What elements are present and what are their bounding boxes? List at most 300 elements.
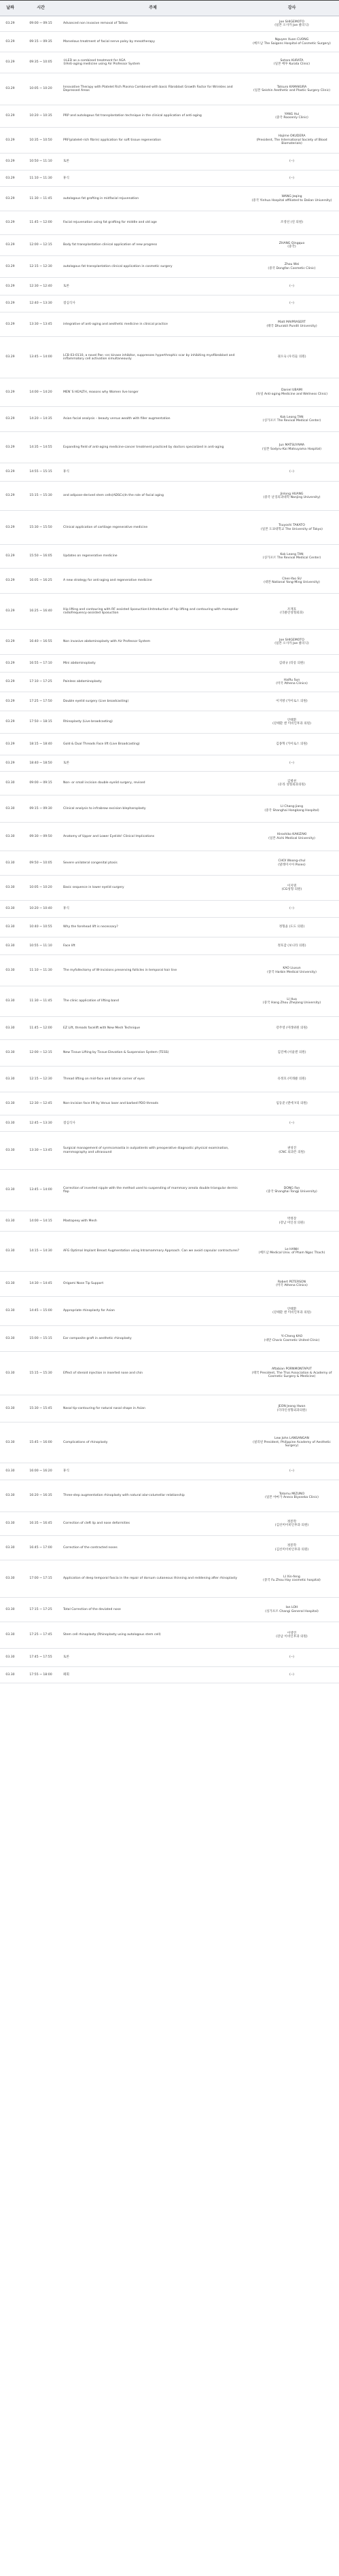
session-date: 03.30 <box>0 1667 20 1683</box>
session-speaker: (--) <box>245 1115 339 1132</box>
session-topic: Rhinoplasty (Live broadcasting) <box>61 711 245 734</box>
session-date: 03.30 <box>0 795 20 823</box>
session-date: 03.30 <box>0 1649 20 1667</box>
session-date: 03.30 <box>0 1132 20 1170</box>
schedule-row <box>0 594 339 630</box>
session-time: 14:15 ~ 14:30 <box>20 1232 61 1272</box>
session-date: 03.30 <box>0 901 20 918</box>
session-time: 17:10 ~ 17:25 <box>20 673 61 692</box>
session-date: 03.30 <box>0 1326 20 1352</box>
schedule-row <box>0 154 339 171</box>
session-topic: Clinical analysis to infrabrow excision blepharoplasty <box>61 795 245 823</box>
session-time: 11:30 ~ 11:45 <box>20 986 61 1017</box>
session-topic: 토론 <box>61 154 245 171</box>
session-time: 12:15 ~ 12:30 <box>20 1067 61 1092</box>
schedule-row <box>0 1667 339 1683</box>
session-date: 03.29 <box>0 630 20 655</box>
session-speaker: Lew John LANSANGAN (필리핀 President, Philippine Academy of Aesthetic Surgery) <box>245 1423 339 1463</box>
session-speaker: Yi-Cheng KAO (대만 Charis Cosmetic United Clinic) <box>245 1326 339 1352</box>
schedule-row <box>0 1560 339 1598</box>
schedule-row <box>0 955 339 986</box>
schedule-row <box>0 235 339 256</box>
session-date: 03.29 <box>0 256 20 278</box>
session-speaker: YANG Hui (중국 Roosenly Clinic) <box>245 105 339 128</box>
schedule-row <box>0 1067 339 1092</box>
session-speaker: CHOI Woong-chul (말레이시아 Pixies) <box>245 851 339 876</box>
schedule-row <box>0 1115 339 1132</box>
session-speaker: 안태환 (강태환 앤 이비인후과 의원) <box>245 711 339 734</box>
schedule-row <box>0 1536 339 1560</box>
session-speaker: 권오숙 (우리들 의원) <box>245 337 339 378</box>
session-speaker: WANG Jeqing (중국 Yinhua Hospital affiliated to Dalian University) <box>245 187 339 211</box>
schedule-row <box>0 337 339 378</box>
session-topic: Three-step augmentation rhinoplasty with natural alar-columellar relationship <box>61 1480 245 1512</box>
session-date: 03.29 <box>0 511 20 545</box>
schedule-row <box>0 1211 339 1232</box>
session-time: 18:15 ~ 18:40 <box>20 734 61 755</box>
session-date: 03.29 <box>0 278 20 296</box>
schedule-row <box>0 16 339 32</box>
session-topic: Hip lifting and contouring with RF assisted liposuction①Introduction of hip lifting and contouring with monopolar radiofrequency-assisted liposuction <box>61 594 245 630</box>
session-date: 03.30 <box>0 876 20 901</box>
session-time: 12:40 ~ 13:30 <box>20 296 61 312</box>
session-speaker: (--) <box>245 296 339 312</box>
session-speaker: (--) <box>245 1463 339 1480</box>
schedule-row <box>0 407 339 432</box>
session-topic: 폐회 <box>61 1667 245 1683</box>
schedule-row <box>0 378 339 407</box>
session-speaker: (--) <box>245 278 339 296</box>
session-speaker: Sotaro KURATA (일본 베루 Kurata Clinic) <box>245 52 339 73</box>
session-date: 03.30 <box>0 1211 20 1232</box>
session-speaker: Zhou Wei (중국 Dongfan Cosmetic Clinic) <box>245 256 339 278</box>
session-topic: 휴식 <box>61 1463 245 1480</box>
session-date: 03.29 <box>0 655 20 673</box>
session-speaker: 강주영 (미레위원 의원) <box>245 1017 339 1040</box>
session-speaker: Joe SHIGEMOTO (일본 오사카 Joe 클리닉) <box>245 16 339 32</box>
session-time: 14:20 ~ 14:35 <box>20 407 61 432</box>
session-date: 03.30 <box>0 1040 20 1067</box>
session-speaker: LI Chang-jiang (중국 Shanghai Hongkang Hospital) <box>245 795 339 823</box>
session-date: 03.30 <box>0 1560 20 1598</box>
session-date: 03.29 <box>0 235 20 256</box>
schedule-row <box>0 1132 339 1170</box>
session-date: 03.30 <box>0 955 20 986</box>
schedule-row <box>0 823 339 851</box>
schedule-row <box>0 1480 339 1512</box>
session-topic: Advanced non invasive removal of Tattoo <box>61 16 245 32</box>
session-date: 03.29 <box>0 711 20 734</box>
session-topic: Basic sequence in lower eyelid surgery <box>61 876 245 901</box>
session-time: 14:45 ~ 15:00 <box>20 1297 61 1326</box>
session-speaker: KAO Liuxun (중국 Harbin Medical University) <box>245 955 339 986</box>
session-time: 17:15 ~ 17:25 <box>20 1598 61 1622</box>
session-speaker: Joe SHIGEMOTO (일본 오사카 Joe 클리닉) <box>245 630 339 655</box>
session-date: 03.29 <box>0 482 20 511</box>
schedule-row <box>0 901 339 918</box>
session-speaker: Totomu MIZUNO (일본 야마가 Aneco Biyoseka Clinic) <box>245 1480 339 1512</box>
session-topic: MEN`S HEALTH, reasons why Women live longer <box>61 378 245 407</box>
session-date: 03.29 <box>0 73 20 105</box>
session-time: 13:30 ~ 13:45 <box>20 1132 61 1170</box>
session-time: 14:30 ~ 14:45 <box>20 1272 61 1297</box>
session-time: 10:35 ~ 10:50 <box>20 128 61 154</box>
session-time: 14:55 ~ 15:15 <box>20 463 61 482</box>
schedule-row <box>0 1040 339 1067</box>
schedule-row <box>0 278 339 296</box>
session-topic: autologous fat transplantation clinical application in cosmetic surgery <box>61 256 245 278</box>
session-date: 03.29 <box>0 673 20 692</box>
session-topic: Thread lifting on mid-face and lateral corner of eyes <box>61 1067 245 1092</box>
schedule-row <box>0 795 339 823</box>
session-speaker: Kok Leong TAN (싱가포르 The Revival Medical Center) <box>245 407 339 432</box>
session-topic: integrative of anti-aging and aesthetic medicine in clinical practice <box>61 312 245 337</box>
session-date: 03.29 <box>0 187 20 211</box>
session-topic: Mastopexy with Mesh <box>61 1211 245 1232</box>
session-date: 03.30 <box>0 1622 20 1649</box>
session-topic: Updates on regenerative medicine <box>61 545 245 569</box>
session-speaker: 김종혁 (카이로스 의원) <box>245 734 339 755</box>
session-date: 03.30 <box>0 1395 20 1423</box>
session-topic: A new strategy for anti-aging and regenerative medicine <box>61 569 245 594</box>
session-time: 10:05 ~ 10:20 <box>20 876 61 901</box>
session-speaker: 김병천 (유라 성형외과의원) <box>245 772 339 795</box>
session-topic: autologous fat grafting in midfacial rejuvenation <box>61 187 245 211</box>
session-speaker: 정형윤 (도도 의원) <box>245 918 339 937</box>
session-topic: 토론 <box>61 278 245 296</box>
session-date: 03.30 <box>0 772 20 795</box>
schedule-row <box>0 1423 339 1463</box>
session-time: 16:40 ~ 16:55 <box>20 630 61 655</box>
header-date: 날짜 <box>0 1 20 16</box>
session-speaker: LI Xin-feng (중국 Fu Zhou Hay cosmetic hospital) <box>245 1560 339 1598</box>
session-date: 03.30 <box>0 937 20 955</box>
session-speaker: 안태환 (강태환 앤 이비인후과 의원) <box>245 1297 339 1326</box>
schedule-row <box>0 1326 339 1352</box>
session-time: 10:55 ~ 11:10 <box>20 937 61 955</box>
session-topic: The myfollectomy of W-incisions preserving follicles in temporal hair line <box>61 955 245 986</box>
session-date: 03.30 <box>0 1067 20 1092</box>
session-topic: New Tissue Lifting by Tissue Elevation & Suspension System (TESS) <box>61 1040 245 1067</box>
session-date: 03.30 <box>0 823 20 851</box>
session-speaker: 조영선 (연 의원) <box>245 211 339 235</box>
session-speaker: HaiRu Sun (미국 Athena Clinics) <box>245 673 339 692</box>
session-date: 03.29 <box>0 432 20 463</box>
schedule-row <box>0 569 339 594</box>
schedule-row <box>0 312 339 337</box>
session-date: 03.29 <box>0 378 20 407</box>
session-speaker: (--) <box>245 463 339 482</box>
schedule-row <box>0 1395 339 1423</box>
schedule-row <box>0 187 339 211</box>
session-date: 03.30 <box>0 1297 20 1326</box>
session-topic: AFG Optimal Implant Breast Augmentation using Intramammary Approach. Can we avoid capsular contractures? <box>61 1232 245 1272</box>
session-date: 03.29 <box>0 569 20 594</box>
header-speaker: 강사 <box>245 1 339 16</box>
session-speaker: Robert PETERSON (미국 Athena Clinics) <box>245 1272 339 1297</box>
schedule-row <box>0 32 339 52</box>
session-speaker: 정봉학 (김선미이비인후과 의원) <box>245 1512 339 1536</box>
session-topic: ①LED as a combined treatment for AGA ②Anti-aging medicine using Air Professor System <box>61 52 245 73</box>
session-time: 15:15 ~ 15:30 <box>20 482 61 511</box>
session-speaker: 조재호 (더클린성형외과) <box>245 594 339 630</box>
session-time: 13:45 ~ 14:00 <box>20 1170 61 1211</box>
session-speaker: Daniel UBAMI (독일 Anti-aging Medicine and Wellness Clinic) <box>245 378 339 407</box>
session-speaker: 정호갑 (보니라 의원) <box>245 937 339 955</box>
schedule-row <box>0 711 339 734</box>
schedule-row <box>0 1272 339 1297</box>
schedule-row <box>0 1352 339 1395</box>
session-time: 17:50 ~ 18:15 <box>20 711 61 734</box>
session-topic: Face lift <box>61 937 245 955</box>
session-topic: Origami Nose Tip Support <box>61 1272 245 1297</box>
schedule-row <box>0 463 339 482</box>
session-time: 16:20 ~ 16:35 <box>20 1480 61 1512</box>
session-topic: PRP and autologous fat transplantation technique in the clinical application of anti-aging <box>61 105 245 128</box>
session-topic: The clinic application of lifting band <box>61 986 245 1017</box>
session-speaker: (--) <box>245 154 339 171</box>
schedule-row <box>0 851 339 876</box>
session-topic: Marvelous treatment of facial nerve palsy by mesotherapy <box>61 32 245 52</box>
session-date: 03.30 <box>0 918 20 937</box>
session-topic: Innovative Therapy with Platelet Rich Plasma Combined with basic Fibroblast Growth Factor for Wrinkles and Depressed Areas <box>61 73 245 105</box>
session-date: 03.30 <box>0 1092 20 1115</box>
header-time: 시간 <box>20 1 61 16</box>
schedule-row <box>0 655 339 673</box>
schedule-row <box>0 1622 339 1649</box>
session-speaker: 유정호 (미래클 의원) <box>245 1067 339 1092</box>
session-date: 03.30 <box>0 1170 20 1211</box>
session-date: 03.30 <box>0 1352 20 1395</box>
schedule-row <box>0 73 339 105</box>
session-topic: Stem cell rhinoplasty (Rhinoplasty using autologous stem cell) <box>61 1622 245 1649</box>
session-speaker: Jinlong HUANG (중국 난징의과대학 Nanjing University) <box>245 482 339 511</box>
session-topic: PRF(platelet-rich fibrin) application for soft tissue regeneration <box>61 128 245 154</box>
schedule-header-row <box>0 1 339 16</box>
schedule-row <box>0 1017 339 1040</box>
session-time: 14:00 ~ 14:15 <box>20 1211 61 1232</box>
session-date: 03.29 <box>0 16 20 32</box>
session-time: 12:30 ~ 12:40 <box>20 278 61 296</box>
session-topic: Correction of cleft lip and nose deformities <box>61 1512 245 1536</box>
session-speaker: LI Hua (중국 Hang Zhou Zhejiang University) <box>245 986 339 1017</box>
session-speaker: Tatsuro KAMAKURA (일본 Seishin Aesthetic and Plastic Surgery Clinic) <box>245 73 339 105</box>
session-time: 17:25 ~ 17:50 <box>20 692 61 711</box>
session-speaker: 정봉학 (김선미이비인후과 의원) <box>245 1536 339 1560</box>
session-time: 15:45 ~ 16:00 <box>20 1423 61 1463</box>
session-topic: 휴식 <box>61 901 245 918</box>
session-speaker: Jun MATSUYAMA (일본 Sodyru-Kai Matsuyama Hospital) <box>245 432 339 463</box>
session-time: 12:00 ~ 12:15 <box>20 1040 61 1067</box>
schedule-row <box>0 482 339 511</box>
session-topic: Non invasive abdominoplasty with Air Professor System <box>61 630 245 655</box>
session-topic: 토론 <box>61 755 245 772</box>
session-topic: 휴식 <box>61 463 245 482</box>
session-speaker: ZHANG Qingquo (중국) <box>245 235 339 256</box>
session-time: 15:30 ~ 15:50 <box>20 511 61 545</box>
session-date: 03.29 <box>0 692 20 711</box>
schedule-row <box>0 1598 339 1622</box>
schedule-row <box>0 1512 339 1536</box>
session-time: 11:10 ~ 11:30 <box>20 171 61 187</box>
schedule-row <box>0 211 339 235</box>
schedule-row <box>0 986 339 1017</box>
session-topic: Appropriate rhinoplasty for Asian <box>61 1297 245 1326</box>
session-time: 09:30 ~ 09:50 <box>20 823 61 851</box>
session-topic: Body fat transplantation clinical application of new progress <box>61 235 245 256</box>
session-date: 03.30 <box>0 986 20 1017</box>
session-speaker: (--) <box>245 1649 339 1667</box>
session-time: 18:40 ~ 18:50 <box>20 755 61 772</box>
session-date: 03.30 <box>0 1272 20 1297</box>
schedule-row <box>0 432 339 463</box>
session-time: 11:45 ~ 12:00 <box>20 1017 61 1040</box>
session-time: 12:15 ~ 12:30 <box>20 256 61 278</box>
session-topic: Gold & Dual Threads Face lift (Live Broadcasting) <box>61 734 245 755</box>
session-date: 03.29 <box>0 734 20 755</box>
schedule-row <box>0 1463 339 1480</box>
session-time: 14:00 ~ 14:20 <box>20 378 61 407</box>
session-speaker: (--) <box>245 171 339 187</box>
session-topic: 점심식사 <box>61 1115 245 1132</box>
session-time: 17:00 ~ 17:15 <box>20 1560 61 1598</box>
session-speaker: Hiroshiko KAKIZAKI (일본 Aichi Medical University) <box>245 823 339 851</box>
session-speaker: 이영민 (강남 이비인후과 의원) <box>245 1622 339 1649</box>
session-topic: Facial rejuvenation using fat grafting for middle and old age <box>61 211 245 235</box>
session-date: 03.30 <box>0 1512 20 1536</box>
session-speaker: Chen-Yao SU (대만 National Yang-Ming University) <box>245 569 339 594</box>
session-date: 03.29 <box>0 296 20 312</box>
session-topic: EZ Lift, threads facelift with New Mesh Technique <box>61 1017 245 1040</box>
session-time: 16:00 ~ 16:20 <box>20 1463 61 1480</box>
session-topic: Complications of rhinoplasty <box>61 1423 245 1463</box>
schedule-row <box>0 1297 339 1326</box>
session-topic: Effect of steroid injection in inserted nose and chin <box>61 1352 245 1395</box>
session-time: 14:35 ~ 14:55 <box>20 432 61 463</box>
schedule-row <box>0 1170 339 1211</box>
header-topic: 주제 <box>61 1 245 16</box>
schedule-row <box>0 734 339 755</box>
session-time: 09:00 ~ 09:15 <box>20 16 61 32</box>
session-date: 03.29 <box>0 545 20 569</box>
session-time: 09:15 ~ 09:30 <box>20 795 61 823</box>
session-time: 13:45 ~ 14:00 <box>20 337 61 378</box>
session-date: 03.29 <box>0 52 20 73</box>
session-time: 09:00 ~ 09:15 <box>20 772 61 795</box>
session-time: 15:30 ~ 15:45 <box>20 1395 61 1423</box>
schedule-row <box>0 937 339 955</box>
session-time: 17:55 ~ 18:00 <box>20 1667 61 1683</box>
session-speaker: Nguyen Xuan CUONG (베트남 The Saigons Hospital of Cosmetic Surgery) <box>245 32 339 52</box>
session-date: 03.29 <box>0 594 20 630</box>
schedule-row <box>0 105 339 128</box>
schedule-row <box>0 692 339 711</box>
session-speaker: 박정장 (강남 미인성 의원) <box>245 1211 339 1232</box>
session-speaker: 김진배 (서울앤 의원) <box>245 1040 339 1067</box>
session-time: 15:00 ~ 15:15 <box>20 1326 61 1352</box>
session-time: 17:45 ~ 17:55 <box>20 1649 61 1667</box>
session-date: 03.30 <box>0 851 20 876</box>
session-date: 03.29 <box>0 463 20 482</box>
session-topic: 휴식 <box>61 171 245 187</box>
session-time: 12:00 ~ 12:15 <box>20 235 61 256</box>
session-topic: Asian facial analysis – beauty versus wealth with filler augmentation <box>61 407 245 432</box>
session-time: 15:15 ~ 15:30 <box>20 1352 61 1395</box>
schedule-row <box>0 1649 339 1667</box>
session-time: 16:05 ~ 16:25 <box>20 569 61 594</box>
session-date: 03.29 <box>0 407 20 432</box>
session-time: 09:15 ~ 09:35 <box>20 32 61 52</box>
session-date: 03.29 <box>0 154 20 171</box>
schedule-row <box>0 918 339 937</box>
session-date: 03.30 <box>0 1463 20 1480</box>
schedule-row <box>0 1232 339 1272</box>
session-date: 03.30 <box>0 1598 20 1622</box>
session-topic: Clinical application of cartilage regenerative medicine <box>61 511 245 545</box>
schedule-row <box>0 545 339 569</box>
session-time: 11:10 ~ 11:30 <box>20 955 61 986</box>
schedule-row <box>0 673 339 692</box>
session-topic: Expanding field of anti-aging medicine-cancer treatment practiced by doctors specialized in anti-aging <box>61 432 245 463</box>
schedule-body <box>0 16 339 1683</box>
session-time: 16:55 ~ 17:10 <box>20 655 61 673</box>
session-date: 03.29 <box>0 755 20 772</box>
session-time: 12:45 ~ 13:30 <box>20 1115 61 1132</box>
session-topic: 토론 <box>61 1649 245 1667</box>
session-topic: 점심식사 <box>61 296 245 312</box>
session-date: 03.29 <box>0 105 20 128</box>
session-speaker: Le HANH (베트남 Medical Univ. of Pham Ngoc Thach) <box>245 1232 339 1272</box>
session-speaker: Ian LOH (싱가포르 Changi General Hospital) <box>245 1598 339 1622</box>
session-time: 16:35 ~ 16:45 <box>20 1512 61 1536</box>
session-speaker: (--) <box>245 901 339 918</box>
session-time: 10:20 ~ 10:40 <box>20 901 61 918</box>
session-topic: Surgical management of synmcomastia in outpatients with preoperative diagnostic physical examination, mammography and ultrasound <box>61 1132 245 1170</box>
session-topic: Ear composite graft in aesthetic rhinoplasty <box>61 1326 245 1352</box>
session-time: 16:25 ~ 16:40 <box>20 594 61 630</box>
session-speaker: Kok Leong TAN (싱가포르 The Revival Medical Center) <box>245 545 339 569</box>
session-date: 03.30 <box>0 1115 20 1132</box>
session-speaker: (--) <box>245 1667 339 1683</box>
schedule-row <box>0 52 339 73</box>
session-date: 03.29 <box>0 211 20 235</box>
session-speaker: Hajime OKUDERA (President, The International Society of Blood Biomaterials) <box>245 128 339 154</box>
session-speaker: 권성진 (CNC 외과튼 의원) <box>245 1132 339 1170</box>
session-topic: Painless abdominoplasty <box>61 673 245 692</box>
schedule-row <box>0 755 339 772</box>
schedule-row <box>0 128 339 154</box>
session-speaker: JEON Jeong Hwan (더라인성형외과의원) <box>245 1395 339 1423</box>
session-topic: Correction of inverted nipple with the method used to suspending of mammary areola double triangular dermis flap <box>61 1170 245 1211</box>
session-time: 11:45 ~ 12:00 <box>20 211 61 235</box>
session-time: 09:50 ~ 10:05 <box>20 851 61 876</box>
session-topic: Application of deep temporal fascia in the repair of dorsum cutaneous thinning and reddening after rhinoplasty <box>61 1560 245 1598</box>
session-speaker: (--) <box>245 755 339 772</box>
session-speaker: Tsuyoshi TAKATO (일본 도쿄대학교 The University of Tokyo) <box>245 511 339 545</box>
session-topic: Nasal tip-contouring for natural nasal shape in Asian <box>61 1395 245 1423</box>
session-time: 11:30 ~ 11:45 <box>20 187 61 211</box>
session-topic: and adipose-derived stem cells(ADSCs)In the role of facial aging <box>61 482 245 511</box>
session-date: 03.29 <box>0 128 20 154</box>
session-time: 10:05 ~ 10:20 <box>20 73 61 105</box>
session-speaker: 김대규 (티롱 의원) <box>245 655 339 673</box>
session-topic: Anatomy of Upper and Lower Eyelids! Clinical Implications <box>61 823 245 851</box>
session-speaker: DONG Fan (중국 Shanghai Tongji University) <box>245 1170 339 1211</box>
schedule-row <box>0 511 339 545</box>
session-speaker: Matt MAIPRASERT (태국 Dhurakit Pundit University) <box>245 312 339 337</box>
session-date: 03.30 <box>0 1536 20 1560</box>
session-date: 03.29 <box>0 337 20 378</box>
